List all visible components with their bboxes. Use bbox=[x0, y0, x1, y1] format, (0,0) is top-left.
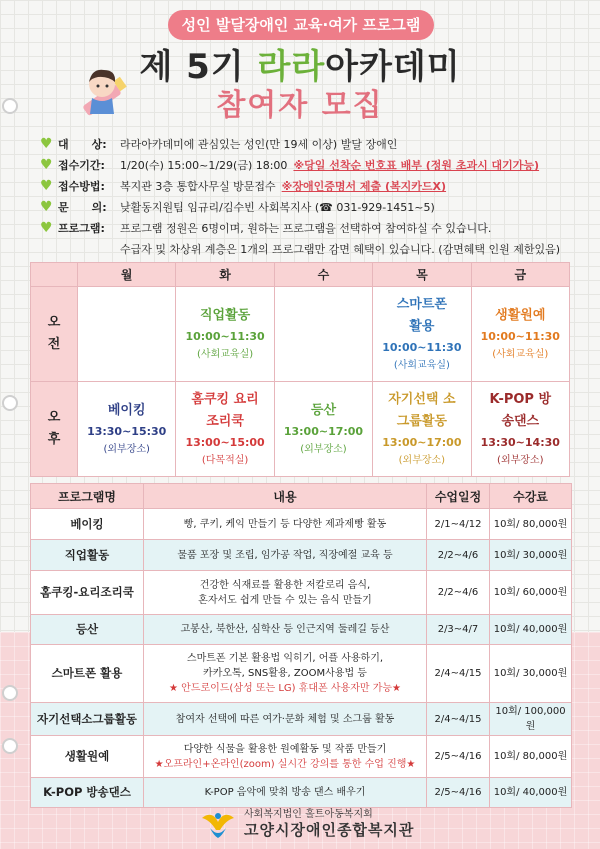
content-warning: ★ 안드로이드(삼성 또는 LG) 휴대폰 사용자만 가능★ bbox=[168, 683, 401, 694]
schedule-cell bbox=[373, 287, 471, 382]
schedule-cell bbox=[176, 287, 274, 382]
binder-ring bbox=[2, 685, 18, 701]
class-time: 13:30~14:30 bbox=[480, 436, 560, 449]
class-time: 13:00~15:00 bbox=[185, 436, 265, 449]
program-content bbox=[144, 571, 427, 615]
class-place: (외부장소) bbox=[398, 455, 446, 466]
program-fee: 10회/ 80,000원 bbox=[490, 509, 572, 540]
program-details-table bbox=[30, 483, 572, 808]
program-banner: 성인 발달장애인 교육·여가 프로그램 bbox=[168, 10, 434, 40]
schedule-cell bbox=[274, 382, 372, 477]
program-name: K-POP 방송댄스 bbox=[31, 778, 144, 808]
content-warning: ★오프라인+온라인(zoom) 실시간 강의를 통한 수업 진행★ bbox=[154, 758, 416, 770]
program-content: 물품 포장 및 조립, 임가공 작업, 직장예절 교육 등 bbox=[144, 540, 427, 571]
weekly-schedule-table bbox=[30, 262, 570, 477]
class-name: 생활원예 bbox=[495, 308, 546, 323]
day-header: 수 bbox=[274, 263, 372, 287]
schedule-cell-empty bbox=[78, 287, 176, 382]
binder-ring bbox=[2, 738, 18, 754]
column-header: 수업일정 bbox=[427, 484, 490, 509]
am-row-header bbox=[31, 287, 78, 382]
table-row bbox=[31, 509, 572, 540]
program-period: 2/3~4/7 bbox=[427, 615, 490, 645]
title-part-generation: 제 5기 bbox=[139, 47, 258, 87]
am-label: 전 bbox=[47, 337, 61, 352]
class-name: 자기선택 소그룹활동 bbox=[388, 392, 456, 429]
info-label: 접수방법: bbox=[58, 180, 105, 193]
heart-bullet-icon: ♥ bbox=[40, 178, 53, 194]
content-line: 스마트폰 기본 활용법 익히기, 어플 사용하기, bbox=[186, 653, 384, 664]
table-row bbox=[31, 736, 572, 778]
org-name: 고양시장애인종합복지관 bbox=[244, 821, 415, 839]
program-name: 자기선택소그룹활동 bbox=[31, 703, 144, 736]
table-row bbox=[31, 778, 572, 808]
program-name: 등산 bbox=[31, 615, 144, 645]
heart-bullet-icon: ♥ bbox=[40, 157, 53, 173]
class-place: (외부장소) bbox=[103, 444, 150, 455]
pm-label: 오 bbox=[47, 410, 61, 425]
day-header: 목 bbox=[373, 263, 471, 287]
schedule-cell bbox=[471, 382, 569, 477]
info-text: 라라아카데미에 관심있는 성인(만 19세 이상) 발달 장애인 bbox=[120, 138, 398, 151]
program-name: 직업활동 bbox=[31, 540, 144, 571]
class-place: (사회교육실) bbox=[393, 360, 450, 371]
program-content: 고봉산, 북한산, 심학산 등 인근지역 둘레길 등산 bbox=[144, 615, 427, 645]
program-fee: 10회/ 100,000원 bbox=[490, 703, 572, 736]
recruitment-subtitle: 참여자 모집 bbox=[216, 88, 384, 123]
info-label: 접수기간: bbox=[58, 159, 105, 172]
table-row bbox=[31, 571, 572, 615]
program-name: 스마트폰 활용 bbox=[31, 645, 144, 703]
info-note: ※장애인증명서 제출 (복지카드X) bbox=[281, 180, 447, 193]
schedule-cell bbox=[373, 382, 471, 477]
table-row bbox=[31, 615, 572, 645]
organization-logo-icon bbox=[198, 808, 238, 840]
program-fee: 10회/ 80,000원 bbox=[490, 736, 572, 778]
program-period: 2/5~4/16 bbox=[427, 778, 490, 808]
column-header: 수강료 bbox=[490, 484, 572, 509]
heart-bullet-icon: ♥ bbox=[40, 136, 53, 152]
pm-row-header bbox=[31, 382, 78, 477]
schedule-corner bbox=[31, 263, 78, 287]
class-time: 10:00~11:30 bbox=[480, 330, 560, 343]
info-label: 프로그램: bbox=[58, 222, 105, 235]
info-method bbox=[40, 176, 560, 197]
class-name: 등산 bbox=[310, 403, 337, 418]
organization-footer bbox=[198, 808, 414, 840]
class-place: (다목적실) bbox=[201, 455, 249, 466]
program-period: 2/2~4/6 bbox=[427, 540, 490, 571]
info-program bbox=[40, 218, 560, 239]
info-period bbox=[40, 155, 560, 176]
column-header: 내용 bbox=[144, 484, 427, 509]
program-name: 베이킹 bbox=[31, 509, 144, 540]
class-place: (사회교육실) bbox=[197, 349, 254, 360]
info-target bbox=[40, 134, 560, 155]
program-content: 참여자 선택에 따른 여가·문화 체험 및 소그룹 활동 bbox=[144, 703, 427, 736]
program-content: 빵, 쿠키, 케익 만들기 등 다양한 제과제빵 활동 bbox=[144, 509, 427, 540]
table-row bbox=[31, 540, 572, 571]
table-row bbox=[31, 703, 572, 736]
class-time: 13:00~17:00 bbox=[283, 425, 364, 438]
program-fee: 10회/ 30,000원 bbox=[490, 540, 572, 571]
info-text: 낮활동지원팀 임규리/김수빈 사회복지사 (☎ 031-929-1451~5) bbox=[120, 201, 435, 214]
column-header: 프로그램명 bbox=[31, 484, 144, 509]
program-period: 2/4~4/15 bbox=[427, 645, 490, 703]
info-discount-note: 수급자 및 차상위 계층은 1개의 프로그램만 감면 혜택이 있습니다. (감면혜택 인원 제한있음) bbox=[120, 243, 561, 256]
day-header: 화 bbox=[176, 263, 274, 287]
org-parent-name: 사회복지법인 홀트아동복지회 bbox=[244, 809, 373, 820]
recruitment-info bbox=[40, 134, 560, 260]
program-content bbox=[144, 645, 427, 703]
info-note: ※당일 선착순 번호표 배부 (정원 초과시 대기가능) bbox=[293, 159, 540, 172]
title-part-academy: 아카데미 bbox=[325, 47, 461, 87]
heart-bullet-icon: ♥ bbox=[40, 220, 53, 236]
info-label: 대 상: bbox=[58, 138, 107, 151]
info-contact bbox=[40, 197, 560, 218]
schedule-cell bbox=[471, 287, 569, 382]
title-part-lala: 라라 bbox=[257, 47, 326, 87]
program-fee: 10회/ 30,000원 bbox=[490, 645, 572, 703]
program-content bbox=[144, 736, 427, 778]
am-label: 오 bbox=[47, 315, 61, 330]
table-row bbox=[31, 645, 572, 703]
day-header: 월 bbox=[78, 263, 176, 287]
program-fee: 10회/ 40,000원 bbox=[490, 778, 572, 808]
class-name: 홈쿠킹 요리조리쿡 bbox=[191, 392, 259, 429]
class-place: (외부장소) bbox=[497, 455, 544, 466]
program-fee: 10회/ 40,000원 bbox=[490, 615, 572, 645]
class-name: 베이킹 bbox=[107, 403, 146, 418]
program-period: 2/5~4/16 bbox=[427, 736, 490, 778]
class-name: 스마트폰 활용 bbox=[396, 297, 447, 334]
main-title bbox=[0, 47, 600, 87]
program-name: 홈쿠킹-요리조리쿡 bbox=[31, 571, 144, 615]
content-line: 카카오톡, SNS활용, ZOOM사용법 등 bbox=[203, 668, 367, 679]
info-text: 프로그램 정원은 6명이며, 원하는 프로그램을 선택하여 참여하실 수 있습니다. bbox=[120, 222, 492, 235]
program-content: K-POP 음악에 맞춰 방송 댄스 배우기 bbox=[144, 778, 427, 808]
info-label: 문 의: bbox=[58, 201, 107, 214]
class-name: 직업활동 bbox=[199, 308, 251, 323]
schedule-cell bbox=[176, 382, 274, 477]
class-time: 13:00~17:00 bbox=[382, 436, 462, 449]
program-fee: 10회/ 60,000원 bbox=[490, 571, 572, 615]
content-line: 건강한 식재료를 활용한 저칼로리 음식, bbox=[199, 579, 371, 591]
program-period: 2/1~4/12 bbox=[427, 509, 490, 540]
program-period: 2/4~4/15 bbox=[427, 703, 490, 736]
schedule-cell bbox=[78, 382, 176, 477]
heart-bullet-icon: ♥ bbox=[40, 199, 53, 215]
class-name: K-POP 방송댄스 bbox=[489, 392, 552, 429]
class-time: 13:30~15:30 bbox=[87, 425, 167, 438]
info-text: 1/20(수) 15:00~1/29(금) 18:00 bbox=[120, 159, 288, 172]
day-header: 금 bbox=[471, 263, 569, 287]
class-time: 10:00~11:30 bbox=[382, 341, 462, 354]
class-place: (외부장소) bbox=[300, 444, 347, 455]
content-line: 다양한 식물을 활용한 원예활동 및 작품 만들기 bbox=[183, 743, 387, 755]
program-period: 2/2~4/6 bbox=[427, 571, 490, 615]
pm-label: 후 bbox=[47, 432, 61, 447]
class-place: (사회교육실) bbox=[492, 349, 549, 360]
program-name: 생활원예 bbox=[31, 736, 144, 778]
schedule-cell-empty bbox=[274, 287, 372, 382]
binder-ring bbox=[2, 395, 18, 411]
class-time: 10:00~11:30 bbox=[185, 330, 265, 343]
content-line: 혼자서도 쉽게 만들 수 있는 음식 만들기 bbox=[198, 594, 372, 606]
info-text: 복지관 3층 통합사무실 방문접수 bbox=[120, 180, 276, 193]
